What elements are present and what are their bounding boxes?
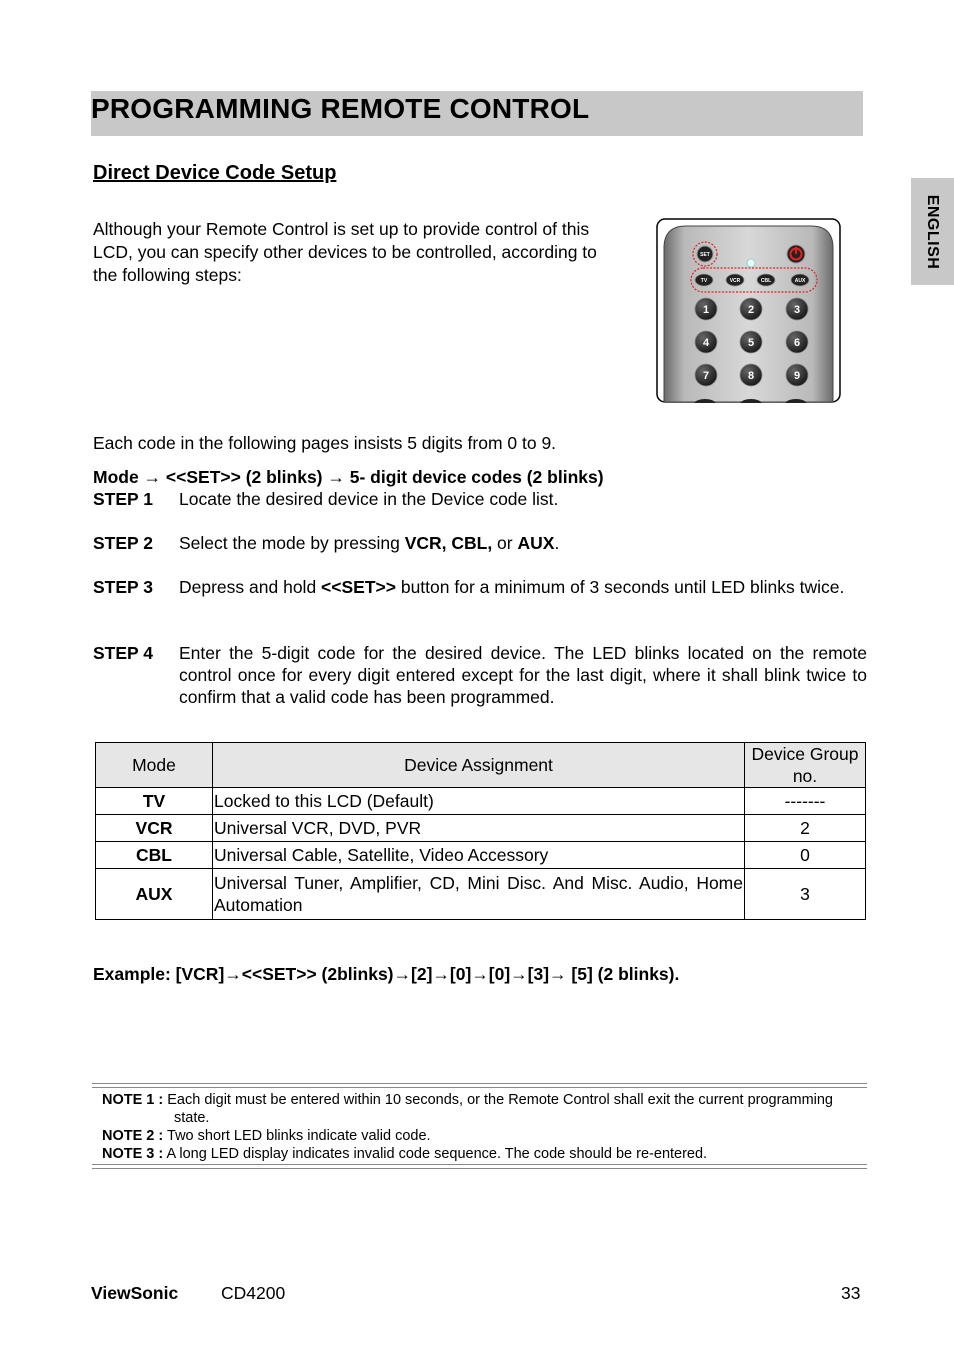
svg-text:5: 5 <box>747 337 755 349</box>
step-text: Select the mode by pressing VCR, CBL, or AUX. <box>179 533 560 553</box>
digit-button-8 <box>740 364 762 386</box>
step-3 <box>93 576 867 598</box>
group-cell: 3 <box>745 869 866 920</box>
svg-text:4: 4 <box>702 337 710 349</box>
svg-text:2: 2 <box>747 304 755 316</box>
mode-cell: CBL <box>96 842 213 869</box>
step-1 <box>93 488 867 510</box>
mode-cell: VCR <box>96 815 213 842</box>
example-sequence: Example: [VCR]→<<SET>> (2blinks)→[2]→[0]→[0]→[3]→ [5] (2 blinks). <box>93 964 680 984</box>
remote-control-illustration <box>656 218 841 403</box>
page-title-bar <box>91 91 863 136</box>
step-text: Locate the desired device in the Device code list. <box>179 489 559 509</box>
svg-text:6: 6 <box>793 337 801 349</box>
set-button <box>697 246 713 262</box>
group-cell: 2 <box>745 815 866 842</box>
svg-text:CBL: CBL <box>760 278 772 284</box>
svg-text:AUX: AUX <box>794 278 806 284</box>
table-header-row <box>96 743 866 788</box>
table-row <box>96 788 866 815</box>
svg-text:8: 8 <box>747 370 755 382</box>
svg-text:3: 3 <box>793 304 801 316</box>
digit-button-7 <box>695 364 717 386</box>
mode-cell: AUX <box>96 869 213 920</box>
svg-text:1: 1 <box>702 304 710 316</box>
table-row <box>96 842 866 869</box>
assignment-cell: Locked to this LCD (Default) <box>213 788 745 815</box>
mode-button-cbl <box>757 274 775 286</box>
mode-button-vcr <box>726 274 744 286</box>
svg-text:TV: TV <box>700 278 708 284</box>
power-button <box>787 245 805 263</box>
language-tab-label: ENGLISH <box>924 194 941 270</box>
table-row <box>96 869 866 920</box>
table-header: Device Assignment <box>213 743 745 788</box>
group-cell: ------- <box>745 788 866 815</box>
digit-button-4 <box>695 331 717 353</box>
digit-button-5 <box>740 331 762 353</box>
table-header: Device Group no. <box>745 743 866 788</box>
page-number: 33 <box>841 1283 861 1303</box>
digit-button-9 <box>786 364 808 386</box>
assignment-cell: Universal Tuner, Amplifier, CD, Mini Disc. And Misc. Audio, Home Automation <box>213 869 745 920</box>
note-2: NOTE 2 : Two short LED blinks indicate valid code. <box>102 1128 431 1144</box>
svg-text:VCR: VCR <box>729 278 741 284</box>
svg-text:9: 9 <box>793 370 801 382</box>
group-cell: 0 <box>745 842 866 869</box>
digit-button-1 <box>695 298 717 320</box>
step-label: STEP 2 <box>93 533 153 553</box>
mode-cell: TV <box>96 788 213 815</box>
footer-model: CD4200 <box>221 1283 286 1303</box>
step-label: STEP 1 <box>93 489 153 509</box>
digit-button-6 <box>786 331 808 353</box>
footer-brand: ViewSonic <box>91 1283 179 1303</box>
mode-sequence: Mode → <<SET>> (2 blinks) → 5- digit device codes (2 blinks) <box>93 467 604 487</box>
divider <box>92 1164 867 1169</box>
note-3: NOTE 3 : A long LED display indicates invalid code sequence. The code should be re-entered. <box>102 1146 708 1162</box>
note-1: NOTE 1 : Each digit must be entered within 10 seconds, or the Remote Control shall exit the current programming state. <box>102 1092 833 1126</box>
digit-button-3 <box>786 298 808 320</box>
page-title: PROGRAMMING REMOTE CONTROL <box>91 93 590 124</box>
step-label: STEP 3 <box>93 577 153 597</box>
language-tab <box>911 178 954 285</box>
step-text: Depress and hold <<SET>> button for a minimum of 3 seconds until LED blinks twice. <box>179 577 845 597</box>
divider <box>92 1083 867 1088</box>
assignment-cell: Universal VCR, DVD, PVR <box>213 815 745 842</box>
section-title: Direct Device Code Setup <box>93 162 337 184</box>
code-info-text: Each code in the following pages insists 5 digits from 0 to 9. <box>93 433 557 453</box>
svg-text:SET: SET <box>700 252 710 258</box>
mode-button-aux <box>791 274 809 286</box>
notes-block <box>102 1091 862 1163</box>
step-label: STEP 4 <box>93 643 153 663</box>
assignment-cell: Universal Cable, Satellite, Video Accessory <box>213 842 745 869</box>
svg-text:7: 7 <box>702 370 710 382</box>
step-2 <box>93 532 867 554</box>
step-text: Enter the 5-digit code for the desired device. The LED blinks located on the remote control once for every digit entered except for the last digit, where it shall blink twice to confirm that a valid code has been programmed. <box>179 643 867 707</box>
device-group-table <box>95 742 866 920</box>
digit-button-2 <box>740 298 762 320</box>
table-row <box>96 815 866 842</box>
intro-paragraph: Although your Remote Control is set up to provide control of this LCD, you can specify other devices to be controlled, according to the following steps: <box>93 219 597 285</box>
step-4 <box>93 642 867 708</box>
table-header: Mode <box>96 743 213 788</box>
mode-button-tv <box>695 274 713 286</box>
led-indicator <box>747 259 755 267</box>
